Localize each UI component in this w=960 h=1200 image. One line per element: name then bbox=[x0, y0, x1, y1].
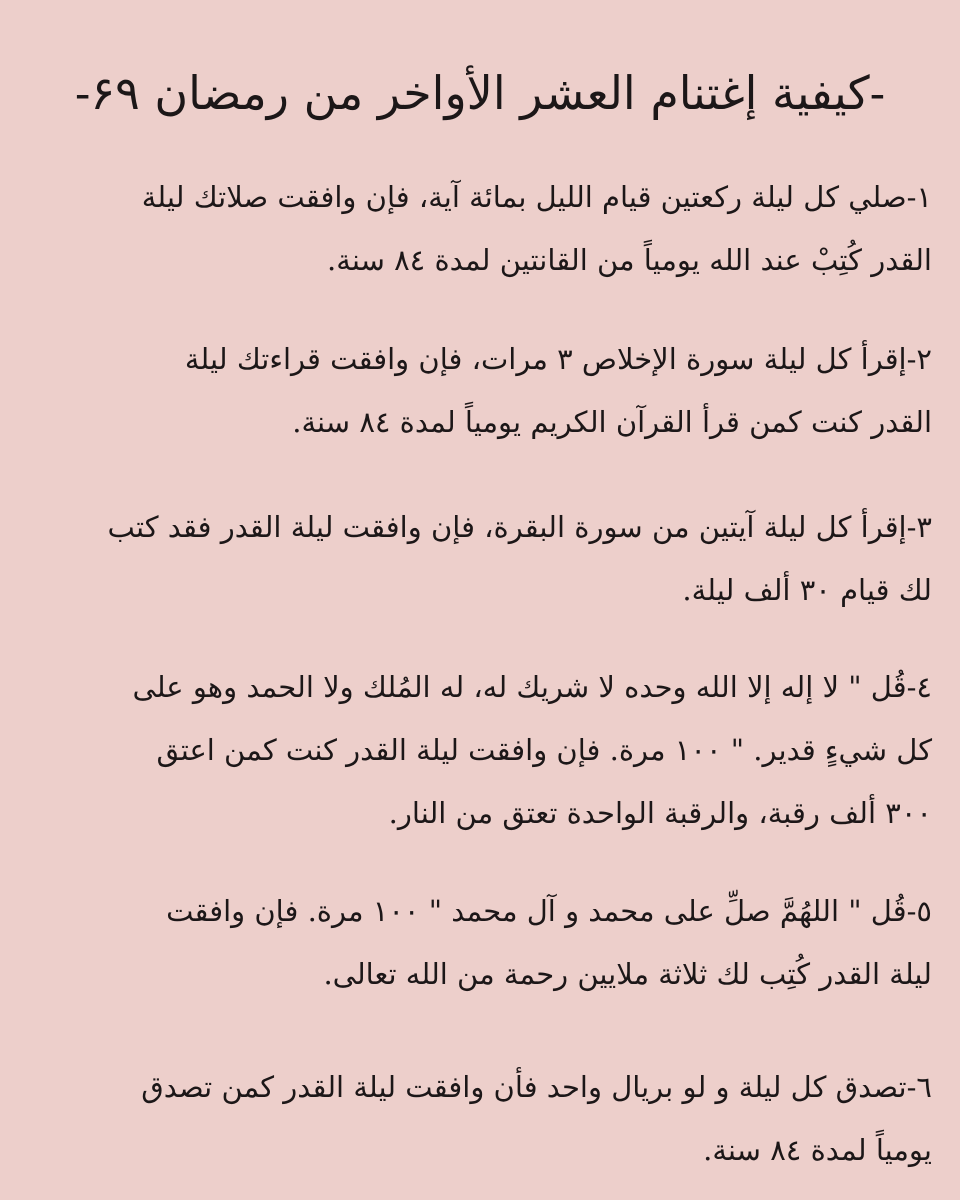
item-4-line-3: ٣٠٠ ألف رقبة، والرقبة الواحدة تعتق من النار. bbox=[388, 796, 932, 830]
page-title: -كيفية إغتنام العشر الأواخر من رمضان ۶۹- bbox=[74, 66, 886, 120]
list-item-1 bbox=[42, 166, 932, 292]
list-item-4 bbox=[42, 656, 932, 845]
item-6-line-2: يومياً لمدة ٨٤ سنة. bbox=[703, 1133, 932, 1167]
item-4-line-1: ٤-قُل " لا إله إلا الله وحده لا شريك له، له المُلك ولا الحمد وهو على bbox=[132, 670, 932, 704]
item-5-line-1: ٥-قُل " اللهُمَّ صلِّ على محمد و آل محمد " ١٠٠ مرة. فإن وافقت bbox=[166, 894, 932, 928]
item-2-line-1: ٢-إقرأ كل ليلة سورة الإخلاص ٣ مرات، فإن وافقت قراءتك ليلة bbox=[184, 342, 932, 376]
list-item-5 bbox=[42, 880, 932, 1006]
item-3-line-1: ٣-إقرأ كل ليلة آيتين من سورة البقرة، فإن وافقت ليلة القدر فقد كتب bbox=[107, 510, 932, 544]
item-2-line-2: القدر كنت كمن قرأ القرآن الكريم يومياً لمدة ٨٤ سنة. bbox=[292, 405, 932, 439]
item-5-line-2: ليلة القدر كُتِب لك ثلاثة ملايين رحمة من الله تعالى. bbox=[323, 957, 932, 991]
item-4-line-2: كل شيءٍ قدير. " ١٠٠ مرة. فإن وافقت ليلة القدر كنت كمن اعتق bbox=[156, 733, 932, 767]
list-item-3 bbox=[42, 496, 932, 622]
item-3-line-2: لك قيام ٣٠ ألف ليلة. bbox=[682, 573, 932, 607]
item-1-line-1: ١-صلي كل ليلة ركعتين قيام الليل بمائة آية، فإن وافقت صلاتك ليلة bbox=[141, 180, 932, 214]
list-item-6 bbox=[42, 1056, 932, 1182]
item-1-line-2: القدر كُتِبْ عند الله يومياً من القانتين لمدة ٨٤ سنة. bbox=[327, 243, 932, 277]
item-6-line-1: ٦-تصدق كل ليلة و لو بريال واحد فأن وافقت ليلة القدر كمن تصدق bbox=[141, 1070, 932, 1104]
list-item-2 bbox=[42, 328, 932, 454]
